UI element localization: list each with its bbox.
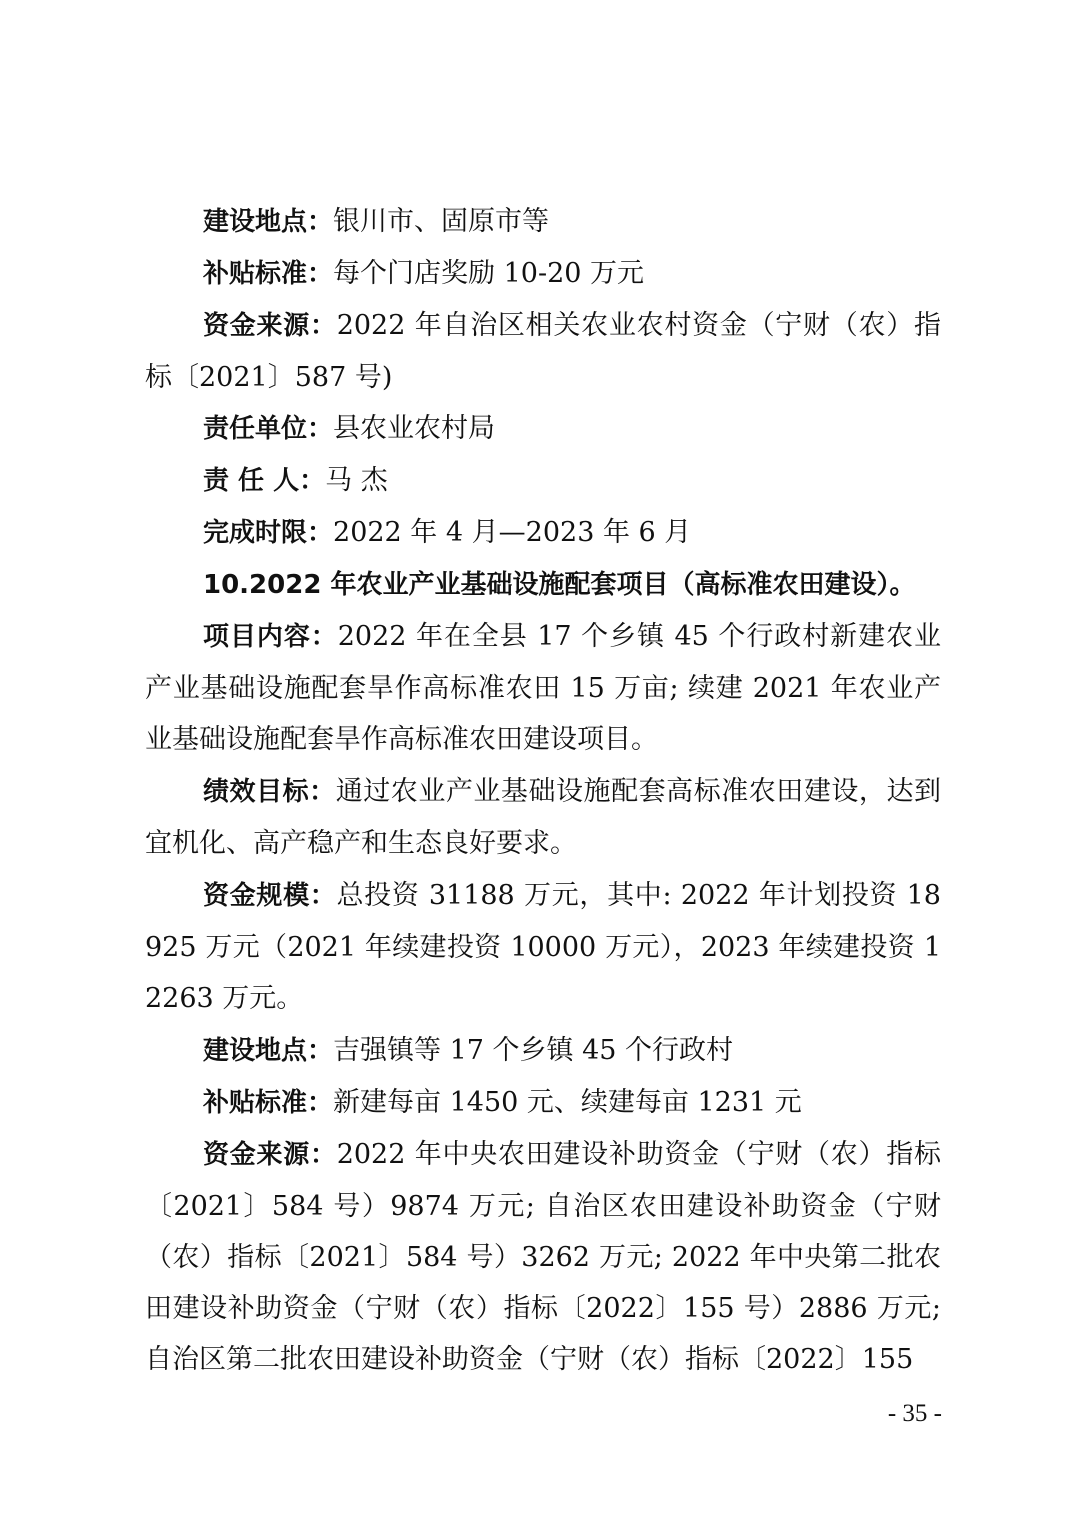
paragraph-location-1 [145, 196, 941, 248]
label-subsidy: 补贴标准： [203, 259, 334, 289]
label-funding-scale: 资金规模： [203, 881, 337, 911]
paragraph-location-2 [145, 1025, 941, 1077]
text-funding-scale: 总投资 31188 万元，其中: 2022 年计划投资 18925 万元（2021 年续建投资 10000 万元），2023 年续建投资 12263 万元。 [145, 880, 941, 1014]
section-heading [145, 559, 941, 611]
paragraph-deadline [145, 507, 941, 559]
text-funding-2: 2022 年中央农田建设补助资金（宁财（农）指标〔2021〕584 号）9874 万元; 自治区农田建设补助资金（宁财（农）指标〔2021〕584 号）3262 万元; 2022 年中央第二批农田建设补助资金（宁财（农）指标〔2022〕155 号）2886 万元; 自治区第二批农田建设补助资金（宁财（农）指标〔2022〕155 [145, 1139, 941, 1375]
text-deadline: 2022 年 4 月—2023 年 6 月 [333, 517, 692, 548]
label-deadline: 完成时限： [203, 518, 334, 548]
paragraph-responsible-unit [145, 403, 941, 455]
paragraph-funding-1 [145, 300, 941, 403]
label-responsible-unit: 责任单位： [203, 414, 334, 444]
label-funding: 资金来源： [203, 311, 337, 341]
paragraph-performance-goal [145, 766, 941, 869]
paragraph-funding-scale [145, 870, 941, 1024]
text-funding: 2022 年自治区相关农业农村资金（宁财（农）指标〔2021〕587 号) [145, 310, 941, 393]
paragraph-subsidy-1 [145, 248, 941, 300]
paragraph-project-content [145, 611, 941, 765]
text-performance-goal: 通过农业产业基础设施配套高标准农田建设，达到宜机化、高产稳产和生态良好要求。 [145, 776, 941, 859]
text-subsidy-2: 新建每亩 1450 元、续建每亩 1231 元 [333, 1087, 802, 1118]
text-responsible-person: 马 杰 [325, 465, 388, 496]
label-location: 建设地点： [203, 207, 334, 237]
label-subsidy-2: 补贴标准： [203, 1088, 334, 1118]
paragraph-responsible-person [145, 455, 941, 507]
heading-project-10: 10.2022 年农业产业基础设施配套项目（高标准农田建设）。 [203, 570, 916, 600]
label-funding-2: 资金来源： [203, 1140, 337, 1170]
document-body [145, 196, 941, 1385]
label-project-content: 项目内容： [203, 622, 338, 652]
page-number: - 35 - [887, 1400, 942, 1427]
text-project-content: 2022 年在全县 17 个乡镇 45 个行政村新建农业产业基础设施配套旱作高标准农田 15 万亩; 续建 2021 年农业产业基础设施配套旱作高标准农田建设项目。 [145, 621, 941, 755]
text-subsidy: 每个门店奖励 10-20 万元 [333, 258, 645, 289]
paragraph-funding-2 [145, 1129, 941, 1385]
paragraph-subsidy-2 [145, 1077, 941, 1129]
label-location-2: 建设地点： [203, 1036, 334, 1066]
text-location: 银川市、固原市等 [333, 206, 550, 237]
text-responsible-unit: 县农业农村局 [333, 413, 496, 444]
text-location-2: 吉强镇等 17 个乡镇 45 个行政村 [333, 1035, 734, 1066]
label-performance-goal: 绩效目标： [203, 777, 336, 807]
label-responsible-person: 责 任 人： [203, 466, 326, 496]
